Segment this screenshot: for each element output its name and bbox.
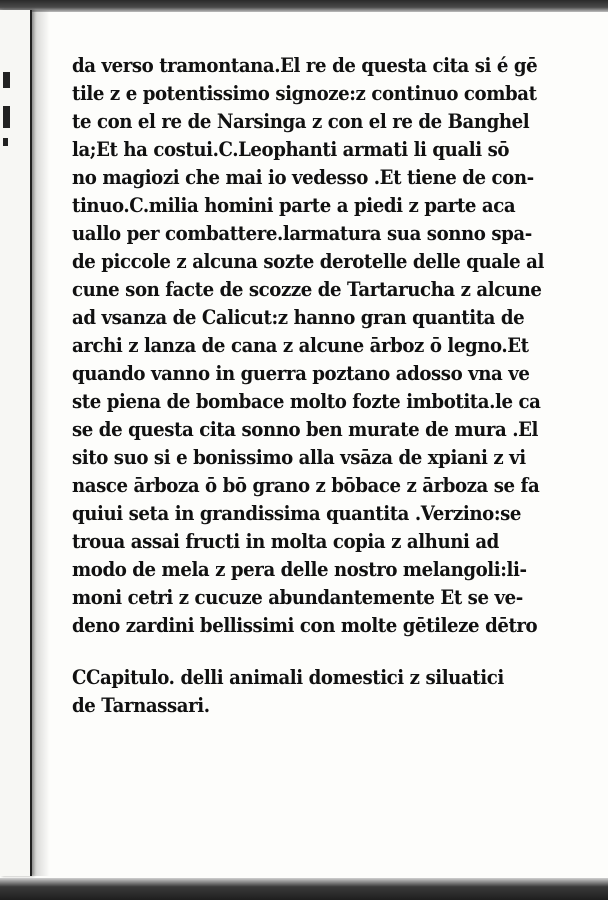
text-line: ad vsanza de Calicut:z hanno gran quantita de: [72, 306, 525, 329]
text-line: te con el re de Narsinga z con el re de Banghel: [72, 110, 530, 133]
text-line: da verso tramontana.El re de questa cita si é gē: [72, 54, 538, 77]
text-line: de piccole z alcuna sozte derotelle delle quale al: [72, 250, 544, 273]
text-line: uallo per combattere.larmatura sua sonno spa-: [72, 222, 532, 245]
page-text-block: [72, 52, 544, 720]
top-page-edge: [0, 0, 608, 12]
text-line: cune son facte de scozze de Tartarucha z alcune: [72, 278, 542, 301]
facing-page-mark: [3, 72, 10, 88]
text-line: ste piena de bombace molto fozte imbotita.le ca: [72, 390, 541, 413]
text-line: quiui seta in grandissima quantita .Verzino:se: [72, 502, 522, 525]
text-line: nasce ārboza ō bō grano z bōbace z ārboza se fa: [72, 474, 540, 497]
text-line: tinuo.C.milia homini parte a piedi z parte aca: [72, 194, 516, 217]
text-line: la;Et ha costui.C.Leophanti armati li quali sō: [72, 138, 510, 161]
text-line: tile z e potentissimo signoze:z continuo combat: [72, 82, 537, 105]
facing-page-mark: [3, 106, 10, 128]
text-line: troua assai fructi in molta copia z alhuni ad: [72, 530, 499, 553]
text-line: archi z lanza de cana z alcune ārboz ō legno.Et: [72, 334, 529, 357]
chapter-heading-line: de Tarnassari.: [72, 694, 210, 717]
text-line: sito suo si e bonissimo alla vsāza de xpiani z vi: [72, 446, 526, 469]
chapter-heading: [72, 664, 526, 720]
facing-page-mark: [3, 138, 8, 146]
text-line: modo de mela z pera delle nostro melangoli:li-: [72, 558, 527, 581]
bottom-page-edge: [0, 878, 608, 900]
text-line: se de questa cita sonno ben murate de mura .El: [72, 418, 539, 441]
text-line: quando vanno in guerra poztano adosso vna ve: [72, 362, 530, 385]
chapter-heading-line: CCapitulo. delli animali domestici z siluatici: [72, 666, 504, 689]
facing-page-edge: [0, 10, 32, 876]
gutter-shadow: [32, 10, 50, 876]
text-line: deno zardini bellissimi con molte gētileze dētro: [72, 614, 538, 637]
text-line: no magiozi che mai io vedesso .Et tiene de con-: [72, 166, 534, 189]
text-line: moni cetri z cucuze abundantemente Et se ve-: [72, 586, 523, 609]
